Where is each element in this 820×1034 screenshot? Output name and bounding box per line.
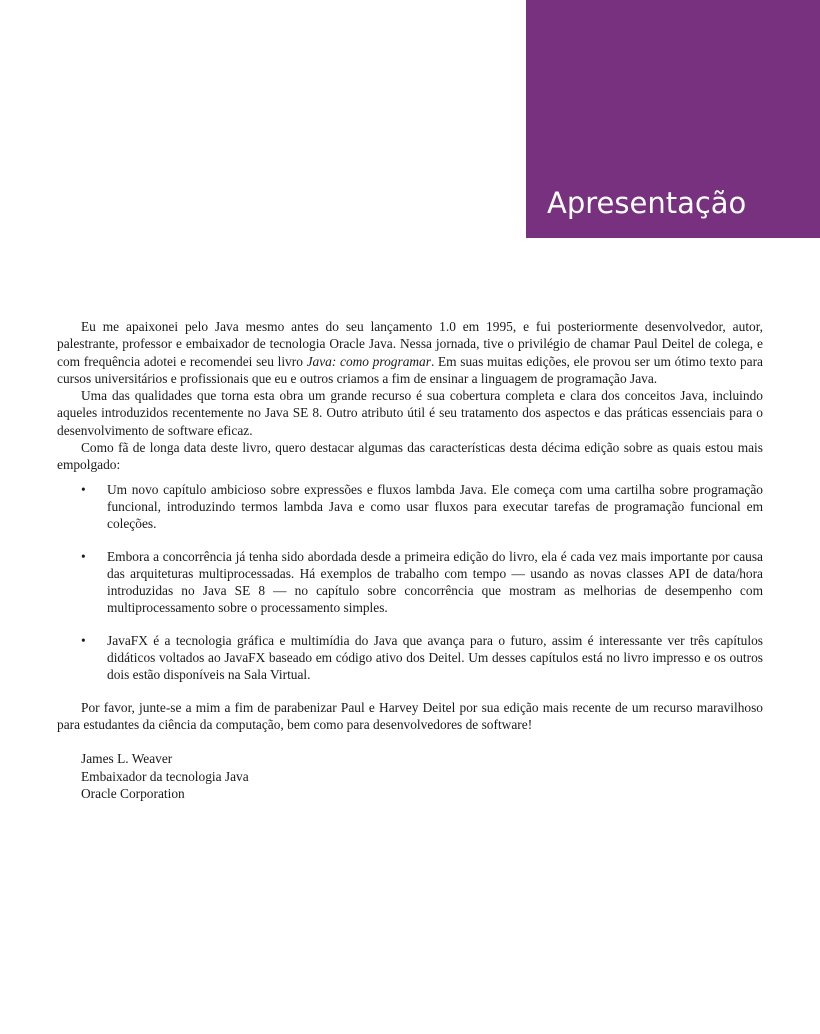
signature-block: [57, 750, 763, 802]
foreword-body: [57, 318, 763, 802]
paragraph-intro: [57, 318, 763, 387]
feature-list: [57, 481, 763, 684]
bullet-icon: •: [81, 548, 86, 564]
paragraph-closing: Por favor, junte-se a mim a fim de parabenizar Paul e Harvey Deitel por sua edição mais recente de um recurso maravilhoso para estudantes da ciência da computação, bem como para desenvolvedores de software!: [57, 699, 763, 732]
list-item-text: Um novo capítulo ambicioso sobre expressões e fluxos lambda Java. Ele começa com uma cartilha sobre programação funcional, introduzindo termos lambda Java e como usar fluxos para executar tarefas de programação funcional em coleções.: [107, 481, 763, 532]
signature-role: Embaixador da tecnologia Java: [81, 768, 249, 784]
paragraph-features-lead: Como fã de longa data deste livro, quero destacar algumas das características desta décima edição sobre as quais estou mais empolgado:: [57, 440, 763, 473]
paragraph-qualities: Uma das qualidades que torna esta obra um grande recurso é sua cobertura completa e clara dos conceitos Java, incluindo aqueles introduzidos recentemente no Java SE 8. Outro atributo útil é seu tratamento dos aspectos e das práticas essenciais para o desenvolvimento de software eficaz.: [57, 388, 763, 438]
signature-company: Oracle Corporation: [81, 785, 185, 801]
bullet-icon: •: [81, 481, 86, 497]
list-item: [57, 481, 763, 533]
list-item-text: JavaFX é a tecnologia gráfica e multimídia do Java que avança para o futuro, assim é interessante ver três capítulos didáticos voltados ao JavaFX baseado em código ativo dos Deitel. Um desses capítulos está no livro impresso e os outros dois estão disponíveis na Sala Virtual.: [107, 632, 763, 683]
paragraph-intro-text-end: . Em suas muitas edições, ele provou ser um ótimo texto para cursos universitários e profissionais que eu e outros criamos a fim de ensinar a linguagem de programação Java.: [57, 353, 763, 386]
signature-name: James L. Weaver: [81, 751, 173, 767]
book-title: Java: como programar: [306, 353, 431, 369]
list-item: [57, 632, 763, 684]
page-title: Apresentação: [547, 186, 747, 220]
bullet-icon: •: [81, 632, 86, 648]
list-item-text: Embora a concorrência já tenha sido abordada desde a primeira edição do livro, ela é cada vez mais importante por causa das arquiteturas multiprocessadas. Há exemplos de trabalho com tempo — usando as novas classes API de data/hora introduzidas no Java SE 8 — no capítulo sobre concorrência que mostram as melhorias de desempenho com multiprocessamento sobre o processamento simples.: [107, 548, 763, 616]
title-banner: [526, 0, 820, 238]
paragraph-intro-text-start: Eu me apaixonei pelo Java mesmo antes do seu lançamento 1.0 em 1995, e fui posteriormente desenvolvedor, autor, palestrante, professor e embaixador de tecnologia Oracle Java. Nessa jornada, tive o privilégio de chamar Paul Deitel de colega, e com frequência adotei e recomendei seu livro: [57, 319, 763, 369]
list-item: [57, 548, 763, 617]
